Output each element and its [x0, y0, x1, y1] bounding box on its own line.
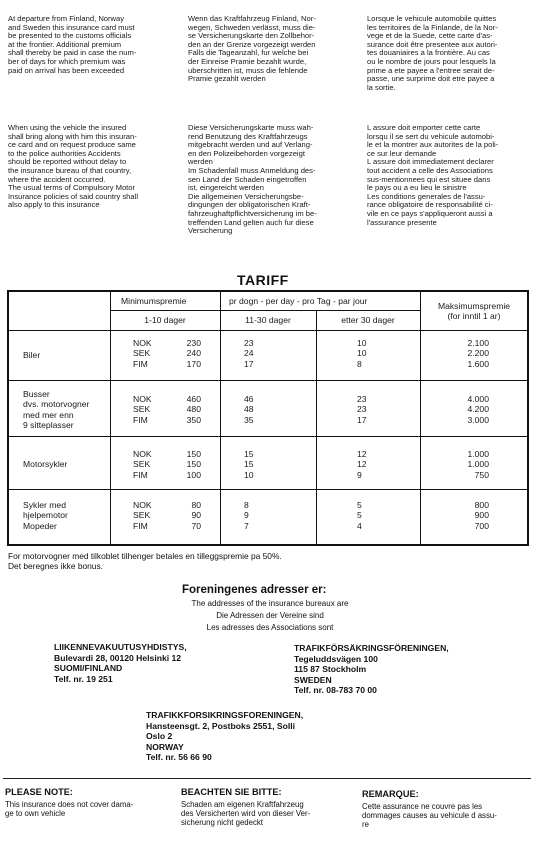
row-day-after-30: 10 10 8 — [357, 338, 367, 369]
addresses-sub-german: Die Adressen der Vereine sind — [216, 611, 324, 620]
use-english: When using the vehicle the insured shall bring along with him this insuran- ce card and on request produce same to the police authorities Accidents should be reported without delay to the insurance bureau of that country, where the accident occurred. The usual terms of Compulsory Motor Insurance policies of said country shall also apply to this insurance — [8, 123, 139, 210]
row-label-busser: Busser dvs. motorvogner med mer enn 9 sitteplasser — [23, 389, 90, 431]
row-currency: NOK SEK FIM — [133, 500, 152, 531]
row-minimum: 230 240 170 — [186, 338, 201, 369]
tariff-table — [7, 290, 529, 546]
addresses-sub-english: The addresses of the insurance bureaux are — [191, 599, 349, 608]
row-minimum: 460 480 350 — [186, 394, 201, 425]
header-maksimum: Maksimumspremie (for inntil 1 ar) — [437, 301, 511, 322]
address-norway: TRAFIKKFORSIKRINGSFORENINGEN, Hansteensgt. 2, Postboks 2551, Solli Oslo 2 NORWAY Telf. nr. 56 66 90 — [146, 710, 304, 763]
row-day-after-30: 5 5 4 — [357, 500, 362, 531]
row-label-motorsykler: Motorsykler — [23, 459, 68, 469]
row-minimum: 150 150 100 — [186, 449, 201, 480]
header-days-1-10: 1-10 dager — [144, 315, 186, 325]
row-day-11-30: 23 24 17 — [244, 338, 254, 369]
footer-french-text: Cette assurance ne couvre pas les dommages causes au vehicule d assu- re — [362, 802, 497, 829]
footer-divider — [3, 778, 531, 779]
header-minimum: Minimumspremie — [121, 296, 187, 306]
row-maksimum: 4.000 4.200 3.000 — [467, 394, 489, 425]
use-french: L assure doit emporter cette carte lorsqu il se sert du vehicule automobi- le et la montrer aux autorites de la poli- ce sur leur demande L assure doit immediatement declarer tout accident a celle des Associations sus-mentionnees qui est situee dans le pays ou a eu lieu le sinistre Les conditions generales de l'assu- rance obligatoire de responsabilité ci- vile en ce pays s'appliqueront aussi a l'assurance presente — [367, 123, 499, 227]
address-sweden: TRAFIKFÖRSÄKRINGSFÖRENINGEN, Tegeluddsvägen 100 115 87 Stockholm SWEDEN Telf. nr. 08-783 70 00 — [294, 643, 449, 696]
row-day-11-30: 46 48 35 — [244, 394, 254, 425]
footer-german-text: Schaden am eigenen Kraftfahrzeug des Versicherten wird von dieser Ver- sicherung nicht gedeckt — [181, 800, 311, 827]
row-maksimum: 800 900 700 — [474, 500, 489, 531]
footer-english-title: PLEASE NOTE: — [5, 787, 73, 797]
tariff-title: TARIFF — [237, 272, 289, 288]
row-label-biler: Biler — [23, 350, 41, 360]
row-currency: NOK SEK FIM — [133, 394, 152, 425]
row-day-after-30: 12 12 9 — [357, 449, 367, 480]
header-days-after-30: etter 30 dager — [341, 315, 395, 325]
row-maksimum: 2.100 2.200 1.600 — [467, 338, 489, 369]
row-minimum: 80 90 70 — [191, 500, 201, 531]
footer-german-title: BEACHTEN SIE BITTE: — [181, 787, 282, 797]
row-day-11-30: 15 15 10 — [244, 449, 254, 480]
header-days-11-30: 11-30 dager — [245, 315, 291, 325]
intro-english: At departure from Finland, Norway and Sweden this insurance card must be presented to the customs officials at the frontier. Additional premium shall thereby be paid in case the num- ber of days for which premium was paid on arrival has been exceeded — [8, 14, 137, 75]
addresses-sub-french: Les adresses des Associations sont — [206, 623, 334, 632]
intro-french: Lorsque le vehicule automobile quittes les territoires de la Finlande, de la Nor- vege et de la Suede, cette carte d'as- surance doit être presentee aux autori- tes douaniaires a la frontière. Au cas ou le nombre de jours pour lesquels la prime a ete payee a l'entree serait de- passe, une surprime doit etre payee a la sortie. — [367, 14, 498, 92]
row-day-after-30: 23 23 17 — [357, 394, 367, 425]
use-german: Diese Versicherungskarte muss wah- rend Benutzung des Kraftfahrzeugs mitgebracht werden und auf Verlang- en den Polizeibehorden vorgezeigt werden Im Schadenfall muss Anmeldung des- sen Land der Schaden eingetroffen ist, eingereicht werden Die allgemeinen Versicherungsbe- dingungen der obligatorischen Kraft- fahrzeughaftpflichtversicherung im be- treffenden Land gelten auch fur diese Versicherung — [188, 123, 317, 236]
row-day-11-30: 8 9 7 — [244, 500, 249, 531]
intro-german: Wenn das Kraftfahrzeug Finland, Nor- wegen, Schweden verlässt, muss die- se Versicherungskarte den Zollbehor- den an der Grenze vorgezeigt werden Falls die Tageanzahl, fur welche bei der Einreise Pramie bezahlt wurde, uberschritten ist, muss die fehlende Pramie gezahlt werden — [188, 14, 316, 84]
row-label-sykler: Sykler med hjelpemotor Mopeder — [23, 500, 68, 531]
tariff-note: For motorvogner med tilkoblet tilhenger betales en tilleggspremie pa 50%. Det beregnes ikke bonus. — [8, 551, 282, 571]
header-per-day: pr dogn - per day - pro Tag - par jour — [229, 296, 368, 306]
row-currency: NOK SEK FIM — [133, 449, 152, 480]
row-maksimum: 1.000 1.000 750 — [467, 449, 489, 480]
address-finland: LIIKENNEVAKUUTUSYHDISTYS, Bulevardi 28, 00120 Helsinki 12 SUOMI/FINLAND Telf. nr. 19 251 — [54, 642, 187, 684]
row-currency: NOK SEK FIM — [133, 338, 152, 369]
footer-english-text: This insurance does not cover dama- ge to own vehicle — [5, 800, 134, 818]
addresses-heading: Foreningenes adresser er: — [182, 584, 327, 596]
footer-french-title: REMARQUE: — [362, 789, 419, 799]
